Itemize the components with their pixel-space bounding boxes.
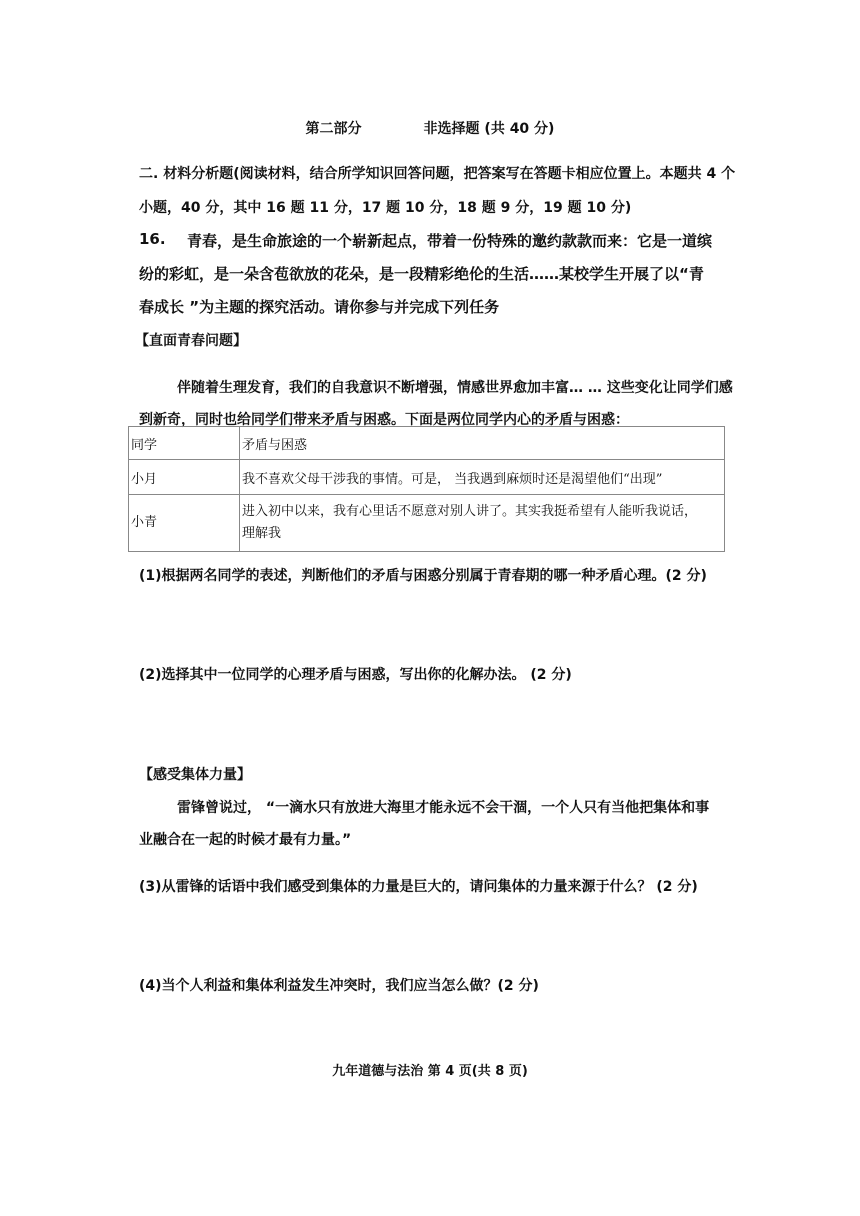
table-row [129,460,725,495]
table-cell-text-line-1: 进入初中以来，我有心里话不愿意对别人讲了。其实我挺希望有人能听我说话， [242,504,698,519]
section-name: 非选择题 (共 40 分) [423,121,555,137]
table-cell-name: 小青 [129,495,240,552]
question-4: (4)当个人利益和集体利益发生冲突时，我们应当怎么做？(2 分) [139,978,539,994]
table-header-conflict: 矛盾与困惑 [240,427,725,460]
table-cell-text [240,495,725,552]
question-2: (2)选择其中一位同学的心理矛盾与困惑，写出你的化解办法。 (2 分) [139,667,572,683]
table-cell-text: 我不喜欢父母干涉我的事情。可是， 当我遇到麻烦时还是渴望他们“出现” [240,460,725,495]
section-heading-collective: 【感受集体力量】 [139,767,251,783]
page-footer: 九年道德与法治 第 4 页(共 8 页) [332,1064,528,1079]
material-para-1: 伴随着生理发育，我们的自我意识不断增强，情感世界愈加丰富… … 这些变化让同学们感 [177,380,733,396]
quote-para-2: 业融合在一起的时候才最有力量。” [139,832,352,848]
question-number-16: 16. [139,230,166,248]
q16-line-2: 纷的彩虹，是一朵含苞欲放的花朵，是一段精彩绝伦的生活……某校学生开展了以“青 [139,265,704,283]
intro-line-1: 二. 材料分析题(阅读材料，结合所学知识回答问题，把答案写在答题卡相应位置上。本题共 4 个 [139,166,736,182]
material-para-2: 到新奇，同时也给同学们带来矛盾与困惑。下面是两位同学内心的矛盾与困惑： [139,412,629,428]
table-cell-name: 小月 [129,460,240,495]
section-part: 第二部分 [305,121,362,137]
quote-para-1: 雷锋曾说过， “一滴水只有放进大海里才能永远不会干涸，一个人只有当他把集体和事 [177,800,710,816]
table-cell-text-line-2: 理解我 [242,526,282,541]
table-header-student: 同学 [129,427,240,460]
question-1: (1)根据两名同学的表述，判断他们的矛盾与困惑分别属于青春期的哪一种矛盾心理。(2 分) [139,568,707,584]
section-title [0,118,860,138]
question-3: (3)从雷锋的话语中我们感受到集体的力量是巨大的，请问集体的力量来源于什么？ (2 分) [139,879,698,895]
q16-line-3: 春成长 ”为主题的探究活动。请你参与并完成下列任务 [139,298,500,316]
section-heading-youth: 【直面青春问题】 [135,333,247,349]
student-conflict-table [128,426,725,552]
table-header-row [129,427,725,460]
q16-line-1: 青春，是生命旅途的一个崭新起点，带着一份特殊的邀约款款而来：它是一道缤 [187,232,713,250]
table-row [129,495,725,552]
intro-line-2: 小题，40 分，其中 16 题 11 分，17 题 10 分，18 题 9 分，19 题 10 分) [139,200,632,216]
